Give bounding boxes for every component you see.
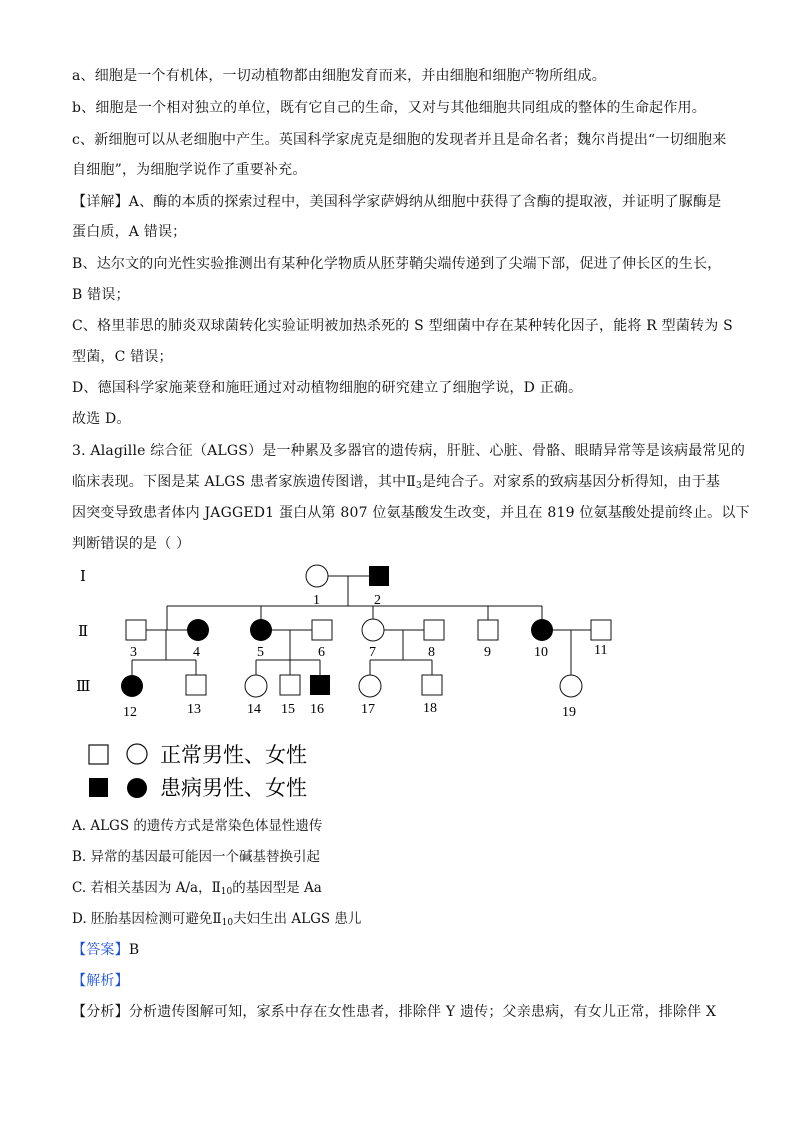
number-9: 9 (484, 645, 491, 660)
individual-13 (186, 675, 206, 695)
question-3-line-3: 因突变导致患者体内 JAGGED1 蛋白从第 807 位氨基酸发生改变，并且在 819 位氨基酸处提前终止。以下 (72, 505, 750, 521)
question-3-line-1: 3. Alagille 综合征（ALGS）是一种累及多器官的遗传病，肝脏、心脏、骨骼、眼睛异常等是该病最常见的 (72, 443, 746, 459)
paragraph-c-2: 自细胞”，为细胞学说作了重要补充。 (72, 162, 307, 178)
individual-2 (369, 566, 389, 586)
number-10: 10 (534, 645, 548, 660)
legend-affected-female-symbol (127, 778, 147, 798)
number-1: 1 (313, 593, 320, 608)
answer (72, 940, 722, 960)
detail-b-1: B、达尔文的向光性实验推测出有某种化学物质从胚芽鞘尖端传递到了尖端下部，促进了伸长区的生长， (72, 256, 722, 272)
individual-11 (591, 620, 611, 640)
analysis-label: 【解析】 (72, 973, 129, 989)
number-11: 11 (594, 643, 608, 658)
question-3-line-2: 临床表现。下图是某 ALGS 患者家族遗传图谱，其中$Ⅱ_3$是纯合子。对家系的致病基因分析得知，由于基 (72, 474, 721, 491)
individual-16 (310, 675, 330, 695)
legend-normal-label: 正常男性、女性 (160, 743, 307, 767)
answer-label: 【答案】 (72, 942, 129, 958)
individual-14 (245, 675, 267, 697)
detail-c-2: 型菌，C 错误； (72, 349, 173, 365)
number-6: 6 (318, 645, 325, 660)
generation-label-2: Ⅱ (78, 622, 89, 640)
individual-9 (478, 620, 498, 640)
number-7: 7 (369, 645, 376, 660)
individual-12 (121, 675, 143, 697)
option-a: A. ALGS 的遗传方式是常染色体显性遗传 (72, 818, 323, 834)
number-19: 19 (562, 705, 576, 720)
individual-1 (306, 565, 328, 587)
generation-label-1: Ⅰ (80, 567, 86, 585)
number-15: 15 (281, 702, 295, 717)
individual-8 (424, 620, 444, 640)
generation-label-3: Ⅲ (76, 677, 91, 695)
number-8: 8 (428, 645, 435, 660)
number-13: 13 (187, 702, 201, 717)
number-2: 2 (374, 593, 381, 608)
choice-d: 故选 D。 (72, 411, 131, 427)
question-3-line-4: 判断错误的是（ ） (72, 536, 191, 552)
legend-affected-male-symbol (89, 778, 108, 797)
number-14: 14 (247, 702, 261, 717)
legend-normal-male-symbol (89, 745, 108, 764)
individual-7 (362, 619, 384, 641)
paragraph-a: a、细胞是一个有机体，一切动植物都由细胞发育而来，并由细胞和细胞产物所组成。 (72, 68, 606, 84)
individual-4 (187, 619, 209, 641)
option-b: B. 异常的基因最可能因一个碱基替换引起 (72, 849, 321, 865)
individual-18 (422, 675, 442, 695)
paragraph-c-1: c、新细胞可以从老细胞中产生。英国科学家虎克是细胞的发现者并且是命名者；魏尔肖提出“一切细胞来 (72, 132, 727, 148)
detail-c-1: C、格里菲思的肺炎双球菌转化实验证明被加热杀死的 S 型细菌中存在某种转化因子，能将 R 型菌转为 S (72, 318, 733, 334)
individual-15 (280, 675, 300, 695)
legend-affected-label: 患病男性、女性 (160, 776, 307, 800)
number-16: 16 (310, 702, 324, 717)
option-c: C. 若相关基因为 A/a，$Ⅱ_{10}$的基因型是 Aa (72, 880, 322, 897)
detail-a-1: 【详解】A、酶的本质的探索过程中，美国科学家萨姆纳从细胞中获得了含酶的提取液，并证明了脲酶是 (72, 194, 722, 210)
legend-normal-female-symbol (127, 744, 147, 764)
detail-b-2: B 错误； (72, 287, 130, 303)
analysis-text: 【分析】分析遗传图解可知，家系中存在女性患者，排除伴 Y 遗传；父亲患病，有女儿正常，排除伴 X (72, 1004, 717, 1020)
individual-19 (560, 675, 582, 697)
individual-17 (359, 675, 381, 697)
detail-a-2: 蛋白质，A 错误； (72, 224, 187, 240)
individual-10 (531, 619, 553, 641)
option-d: D. 胚胎基因检测可避免$Ⅱ_{10}$夫妇生出 ALGS 患儿 (72, 911, 362, 928)
number-5: 5 (257, 645, 264, 660)
individual-5 (250, 619, 272, 641)
answer-value: B (128, 942, 140, 958)
number-3: 3 (130, 645, 137, 660)
individual-6 (312, 620, 332, 640)
individual-3 (126, 620, 146, 640)
number-18: 18 (423, 701, 437, 716)
detail-d: D、德国科学家施莱登和施旺通过对动植物细胞的研究建立了细胞学说，D 正确。 (72, 380, 583, 396)
paragraph-b: b、细胞是一个相对独立的单位，既有它自己的生命，又对与其他细胞共同组成的整体的生命起作用。 (72, 100, 706, 116)
number-12: 12 (123, 705, 137, 720)
number-4: 4 (193, 645, 200, 660)
number-17: 17 (361, 702, 375, 717)
